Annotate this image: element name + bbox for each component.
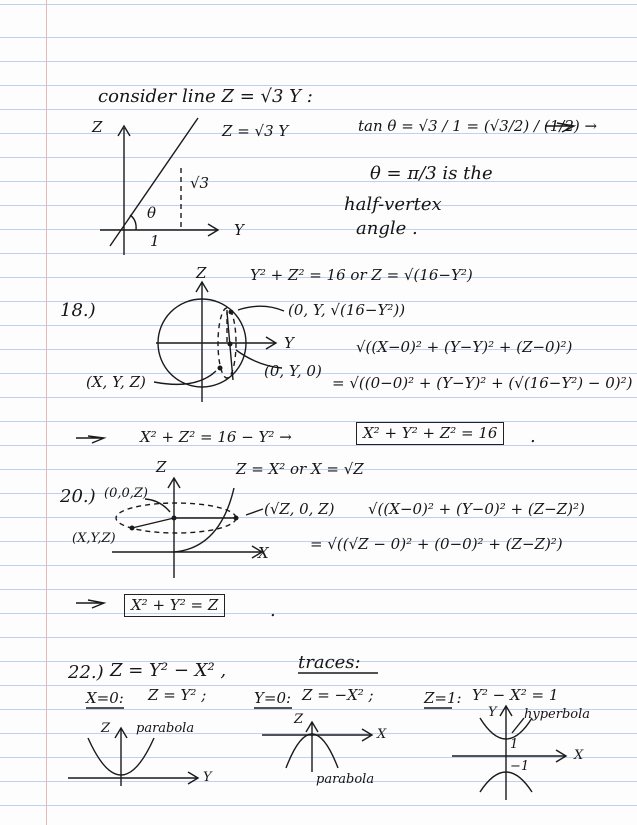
p18-result-box: X² + Y² + Z² = 16 — [356, 422, 504, 445]
p22-g1-y-label: Y — [203, 770, 212, 785]
p20-point-xyz-label: (X,Y,Z) — [72, 531, 116, 546]
intro-angle-word: angle . — [356, 218, 418, 239]
p22-g2-x-label: X — [377, 727, 387, 742]
p22-x0-label: X=0: — [86, 689, 124, 707]
p22-y0-equation: Z = −X² ; — [302, 686, 374, 704]
p20-x-axis-label: X — [258, 544, 269, 562]
intro-angle-label: θ — [147, 204, 157, 222]
p22-g3-neg-label: −1 — [510, 759, 530, 774]
p18-equation: Y² + Z² = 16 or Z = √(16−Y²) — [250, 266, 473, 284]
p22-g3-x-label: X — [574, 748, 584, 763]
intro-z-axis-label: Z — [92, 118, 103, 136]
p18-point-mid-label: (0, Y, 0) — [264, 362, 322, 380]
p22-traces-heading: traces: — [298, 652, 361, 673]
p22-g3-pos-label: 1 — [510, 737, 519, 752]
intro-y-axis-label: Y — [234, 221, 244, 239]
p18-derived-equation: X² + Z² = 16 − Y² → — [140, 428, 292, 446]
p22-z1-label: Z=1: — [424, 689, 462, 707]
p22-x0-equation: Z = Y² ; — [148, 686, 207, 704]
p22-equation: Z = Y² − X² , — [110, 660, 227, 681]
p20-distance-line2: = √((√Z − 0)² + (0−0)² + (Z−Z)²) — [310, 535, 563, 553]
p18-number: 18.) — [60, 300, 96, 321]
p20-z-axis-label: Z — [156, 458, 167, 476]
intro-tan-equation: tan θ = √3 / 1 = (√3/2) / (1/2) → — [358, 117, 598, 135]
intro-opposite-label: √3 — [190, 174, 210, 192]
intro-theta-equation: θ = π/3 is the — [370, 163, 493, 184]
p22-g3-y-label: Y — [488, 705, 497, 720]
p18-distance-line2: = √((0−0)² + (Y−Y)² + (√(16−Y²) − 0)²) — [332, 374, 633, 392]
p22-y0-label: Y=0: — [254, 689, 292, 707]
p20-point-r-label: (√Z, 0, Z) — [264, 500, 335, 518]
p20-period: . — [270, 600, 276, 621]
intro-half-vertex: half-vertex — [344, 194, 442, 215]
p20-equation: Z = X² or X = √Z — [236, 460, 364, 478]
p18-z-axis-label: Z — [196, 264, 207, 282]
p20-result-box: X² + Y² = Z — [124, 594, 225, 617]
intro-adjacent-label: 1 — [150, 232, 160, 250]
p18-y-axis-label: Y — [284, 334, 294, 352]
p20-number: 20.) — [60, 486, 96, 507]
p22-z1-equation: Y² − X² = 1 — [472, 686, 559, 704]
p18-point-xyz-label: (X, Y, Z) — [86, 373, 146, 391]
p20-point-00z-label: (0,0,Z) — [104, 486, 148, 501]
p22-number: 22.) — [68, 662, 104, 683]
p22-g2-z-label: Z — [294, 712, 304, 727]
p22-g1-z-label: Z — [101, 721, 111, 736]
p18-distance-line1: √((X−0)² + (Y−Y)² + (Z−0)²) — [356, 338, 573, 356]
p20-distance-line1: √((X−0)² + (Y−0)² + (Z−Z)²) — [368, 500, 585, 518]
intro-graph-label: Z = √3 Y — [222, 122, 289, 140]
intro-heading: consider line Z = √3 Y : — [98, 86, 313, 107]
p22-g3-label: hyperbola — [524, 707, 591, 722]
p22-g1-label: parabola — [136, 721, 195, 736]
p18-point-top-label: (0, Y, √(16−Y²)) — [288, 301, 406, 319]
p22-g2-label: parabola — [316, 772, 375, 787]
p18-period: . — [530, 426, 536, 447]
